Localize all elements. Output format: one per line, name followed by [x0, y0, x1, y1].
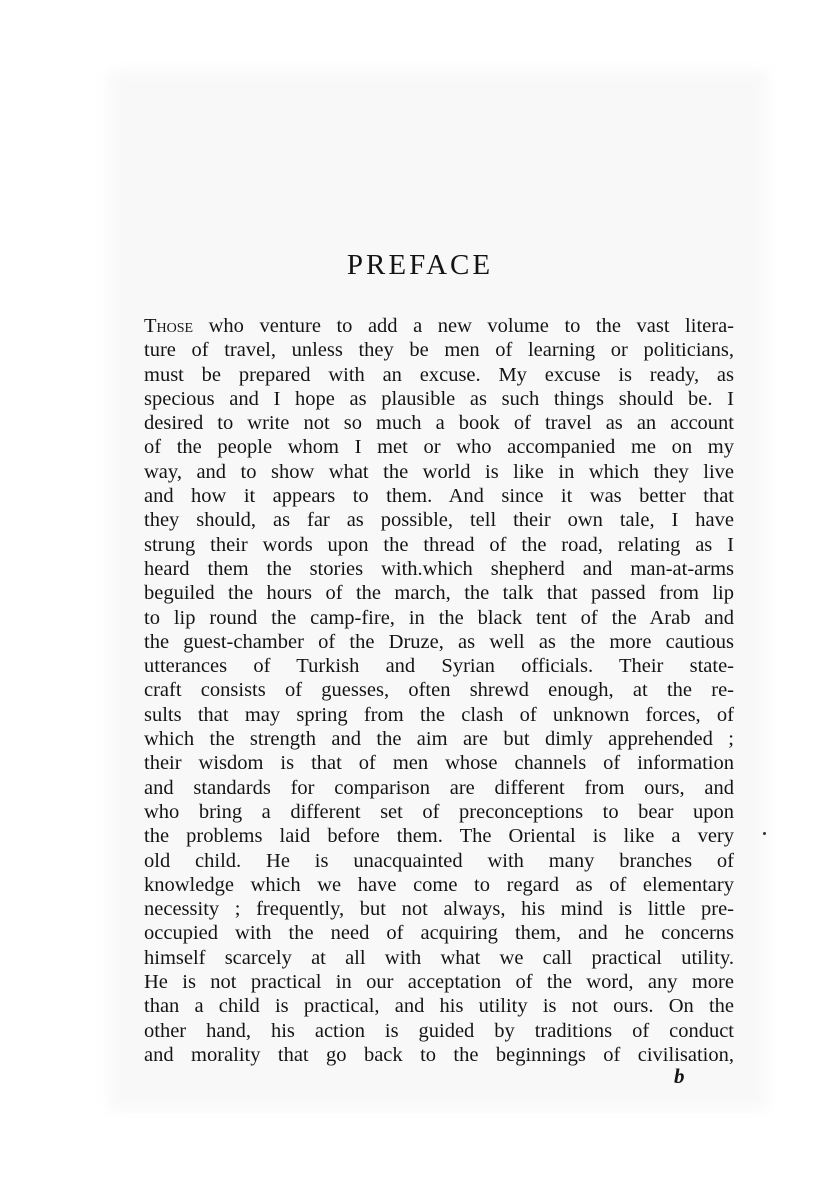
- page-title: PREFACE: [346, 249, 494, 281]
- line-1-rest: who venture to add a new volume to the vast litera-: [193, 315, 734, 337]
- text-line-17: sults that may spring from the clash of unknown forces, of: [144, 703, 734, 726]
- preface-body: [144, 314, 734, 1067]
- text-line-18: which the strength and the aim are but dimly apprehended ;: [144, 728, 734, 751]
- text-line-11: heard them the stories with.which shepherd and man-at-arms: [144, 557, 734, 580]
- text-line-13: to lip round the camp-fire, in the black tent of the Arab and: [144, 606, 734, 629]
- text-line-23: old child. He is unacquainted with many branches of: [144, 849, 734, 872]
- text-line-5: desired to write not so much a book of travel as an account: [144, 412, 734, 435]
- text-line-6: of the people whom I met or who accompanied me on my: [144, 436, 734, 459]
- text-line-1: [144, 314, 734, 338]
- text-line-12: beguiled the hours of the march, the talk that passed from lip: [144, 582, 734, 605]
- text-line-9: they should, as far as possible, tell their own tale, I have: [144, 509, 734, 532]
- text-line-28: He is not practical in our acceptation of the word, any more: [144, 971, 734, 994]
- margin-speck: [763, 832, 766, 835]
- text-line-31: and morality that go back to the beginnings of civilisation,: [144, 1043, 734, 1066]
- text-line-19: their wisdom is that of men whose channels of information: [144, 752, 734, 775]
- text-line-22: the problems laid before them. The Oriental is like a very: [144, 825, 734, 848]
- text-line-21: who bring a different set of preconceptions to bear upon: [144, 800, 734, 823]
- text-line-8: and how it appears to them. And since it was better that: [144, 485, 734, 508]
- text-line-10: strung their words upon the thread of the road, relating as I: [144, 533, 734, 556]
- text-line-29: than a child is practical, and his utility is not ours. On the: [144, 995, 734, 1018]
- signature-mark: b: [674, 1064, 685, 1088]
- text-line-25: necessity ; frequently, but not always, his mind is little pre-: [144, 898, 734, 921]
- text-line-14: the guest-chamber of the Druze, as well as the more cautious: [144, 630, 734, 653]
- text-line-7: way, and to show what the world is like in which they live: [144, 460, 734, 483]
- text-line-26: occupied with the need of acquiring them, and he concerns: [144, 922, 734, 945]
- opening-word: Those: [144, 315, 194, 337]
- text-line-24: knowledge which we have come to regard as of elementary: [144, 873, 734, 896]
- text-line-2: ture of travel, unless they be men of learning or politicians,: [144, 339, 734, 362]
- text-line-3: must be prepared with an excuse. My excuse is ready, as: [144, 363, 734, 386]
- text-line-20: and standards for comparison are different from ours, and: [144, 776, 734, 799]
- text-line-30: other hand, his action is guided by traditions of conduct: [144, 1019, 734, 1042]
- text-line-27: himself scarcely at all with what we call practical utility.: [144, 946, 734, 969]
- text-line-4: specious and I hope as plausible as such things should be. I: [144, 387, 734, 410]
- text-line-15: utterances of Turkish and Syrian officials. Their state-: [144, 655, 734, 678]
- text-line-16: craft consists of guesses, often shrewd enough, at the re-: [144, 679, 734, 702]
